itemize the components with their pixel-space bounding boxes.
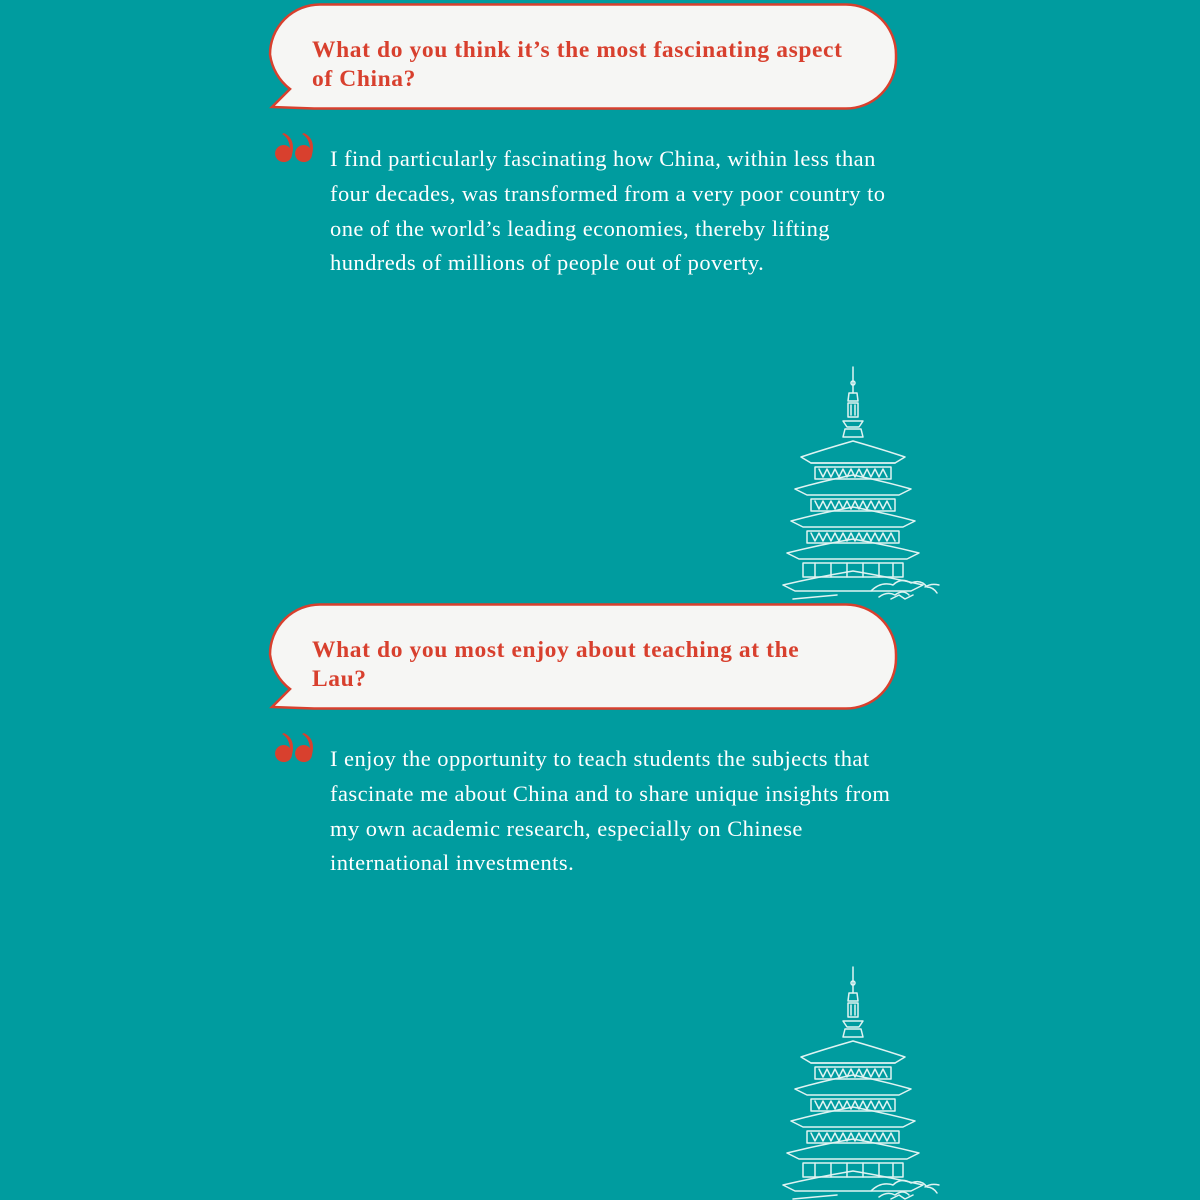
- answer-text: I enjoy the opportunity to teach students the subjects that fascinate me about China and to share unique insights from my own academic research, especially on Chinese international investments.: [330, 746, 891, 876]
- pagoda-illustration: [775, 965, 955, 1200]
- question-bubble: [268, 603, 898, 715]
- quote-icon: [274, 733, 314, 763]
- pagoda-illustration: [775, 365, 955, 600]
- question-text: What do you most enjoy about teaching at the Lau?: [312, 637, 800, 692]
- question-text: What do you think it’s the most fascinating aspect of China?: [312, 37, 843, 92]
- answer-text: I find particularly fascinating how China, within less than four decades, was transformed from a very poor country to one of the world’s leading economies, thereby lifting hundreds of millions of people out of poverty.: [330, 146, 886, 276]
- qa-section-2: [0, 600, 1200, 1200]
- question-bubble: [268, 3, 898, 115]
- quote-icon: [274, 133, 314, 163]
